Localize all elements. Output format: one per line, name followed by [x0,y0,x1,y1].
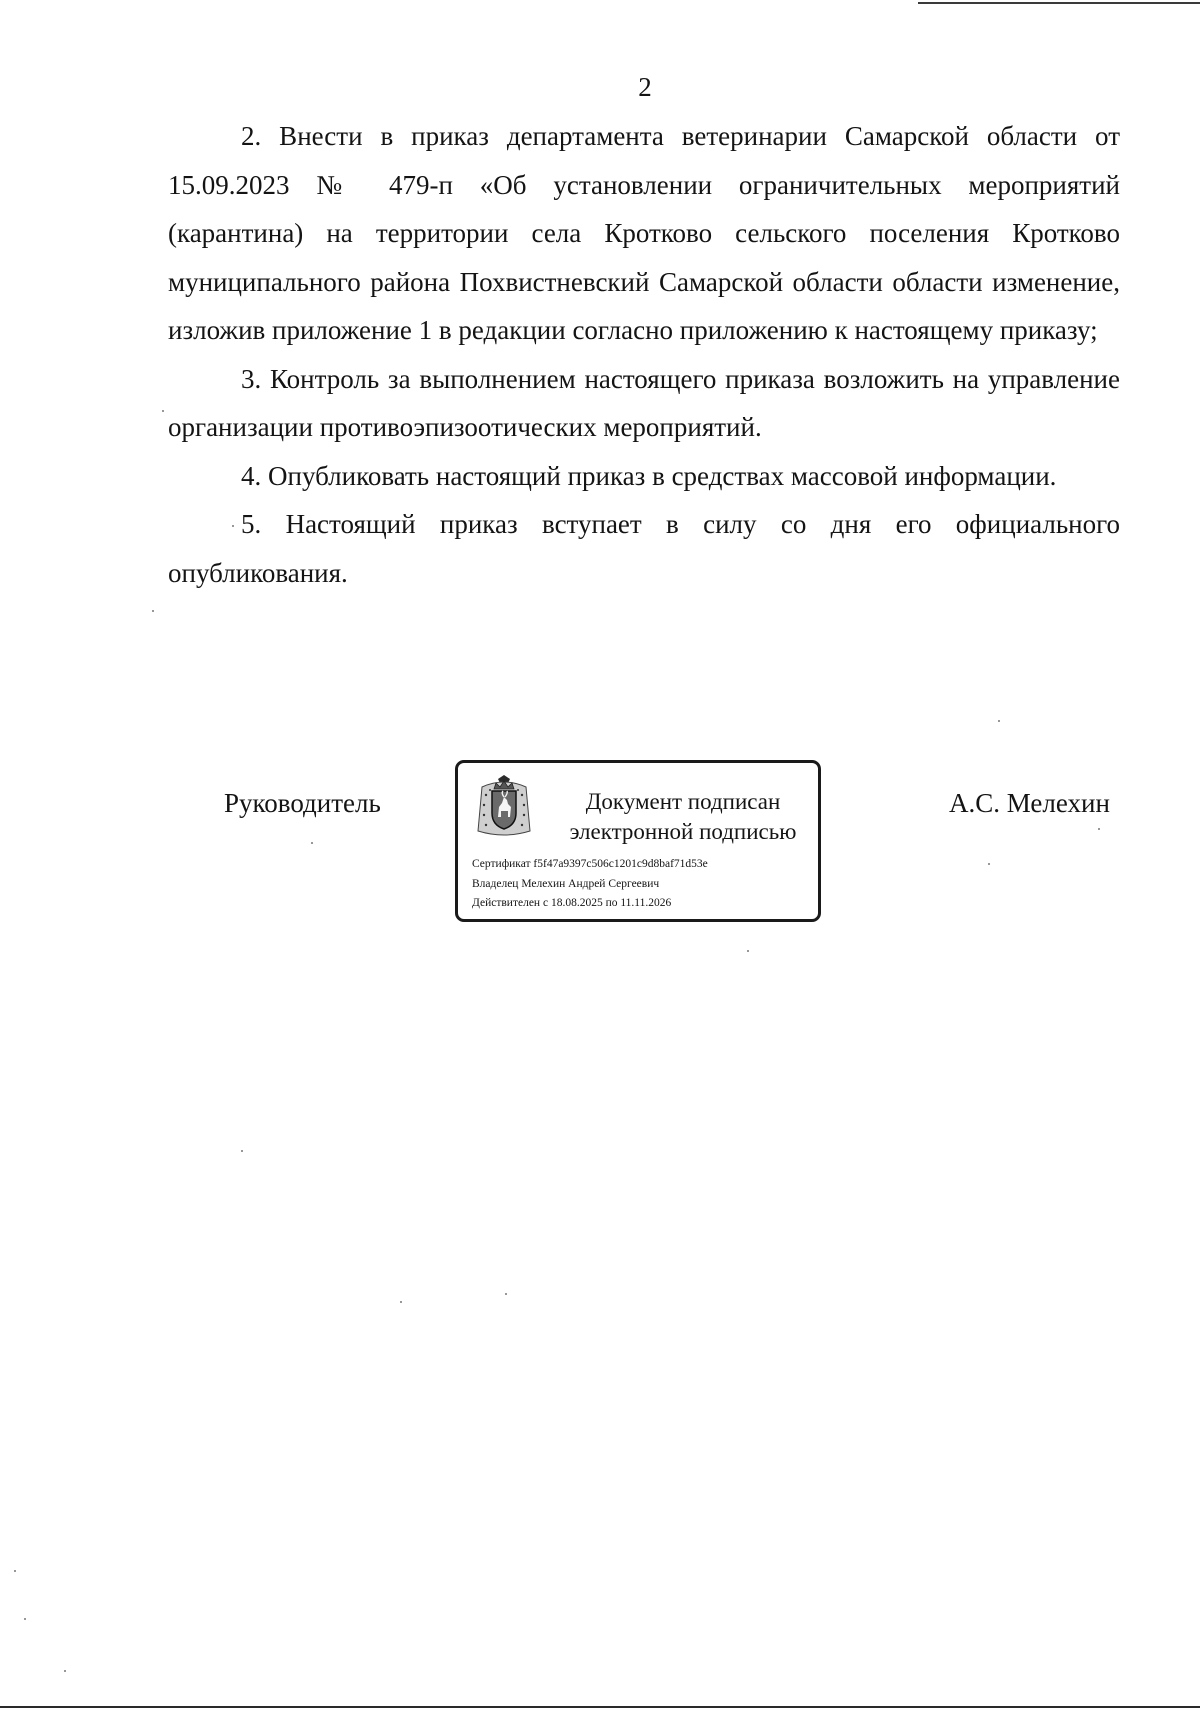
scan-edge-bottom [0,1706,1200,1708]
scan-speck [24,1618,26,1620]
stamp-heading-line1: Документ подписан [585,789,781,814]
paragraph-item-5: 5. Настоящий приказ вступает в силу со дня его официального опубликования. [168,509,1120,588]
scan-speck [311,842,313,844]
stamp-details [472,855,812,914]
scan-speck [241,1150,243,1152]
stamp-owner: Владелец Мелехин Андрей Сергеевич [472,877,660,890]
scan-edge-top [918,2,1200,4]
scan-speck [1098,828,1100,830]
scan-speck [232,525,234,527]
signer-title: Руководитель [224,788,381,818]
page-number: 2 [638,72,652,102]
scan-speck [998,720,1000,722]
stamp-validity: Действителен с 18.08.2025 по 11.11.2026 [472,897,672,909]
scan-speck [400,1301,402,1303]
stamp-heading [558,787,808,847]
scan-speck [152,610,154,612]
electronic-signature-stamp [455,760,821,922]
scan-speck [14,1570,16,1572]
document-body [168,112,1120,597]
scan-speck [505,1293,507,1295]
stamp-heading-line2: электронной подписью [569,819,797,844]
scan-speck [64,1670,66,1672]
paragraph-item-3: 3. Контроль за выполнением настоящего приказа возложить на управление организации противоэпизоотических мероприятий. [168,363,1120,442]
samara-coat-of-arms-icon [474,773,534,839]
signer-name: А.С. Мелехин [949,788,1110,818]
paragraph-item-4: 4. Опубликовать настоящий приказ в средствах массовой информации. [241,460,1057,491]
scan-speck [162,410,164,412]
paragraph-item-2: 2. Внести в приказ департамента ветеринарии Самарской области от 15.09.2023 № 479-п «Об установлении ограничительных мероприятий (карантина) на территории села Кротково сельского поселения Кротково муниципального района Похвистневский Самарской области области изменение, изложив приложение 1 в редакции согласно приложению к настоящему приказу; [168,121,1120,345]
scan-speck [988,863,990,865]
scan-speck [747,950,749,952]
stamp-certificate: Сертификат f5f47a9397c506c1201c9d8baf71d53e [472,858,708,870]
